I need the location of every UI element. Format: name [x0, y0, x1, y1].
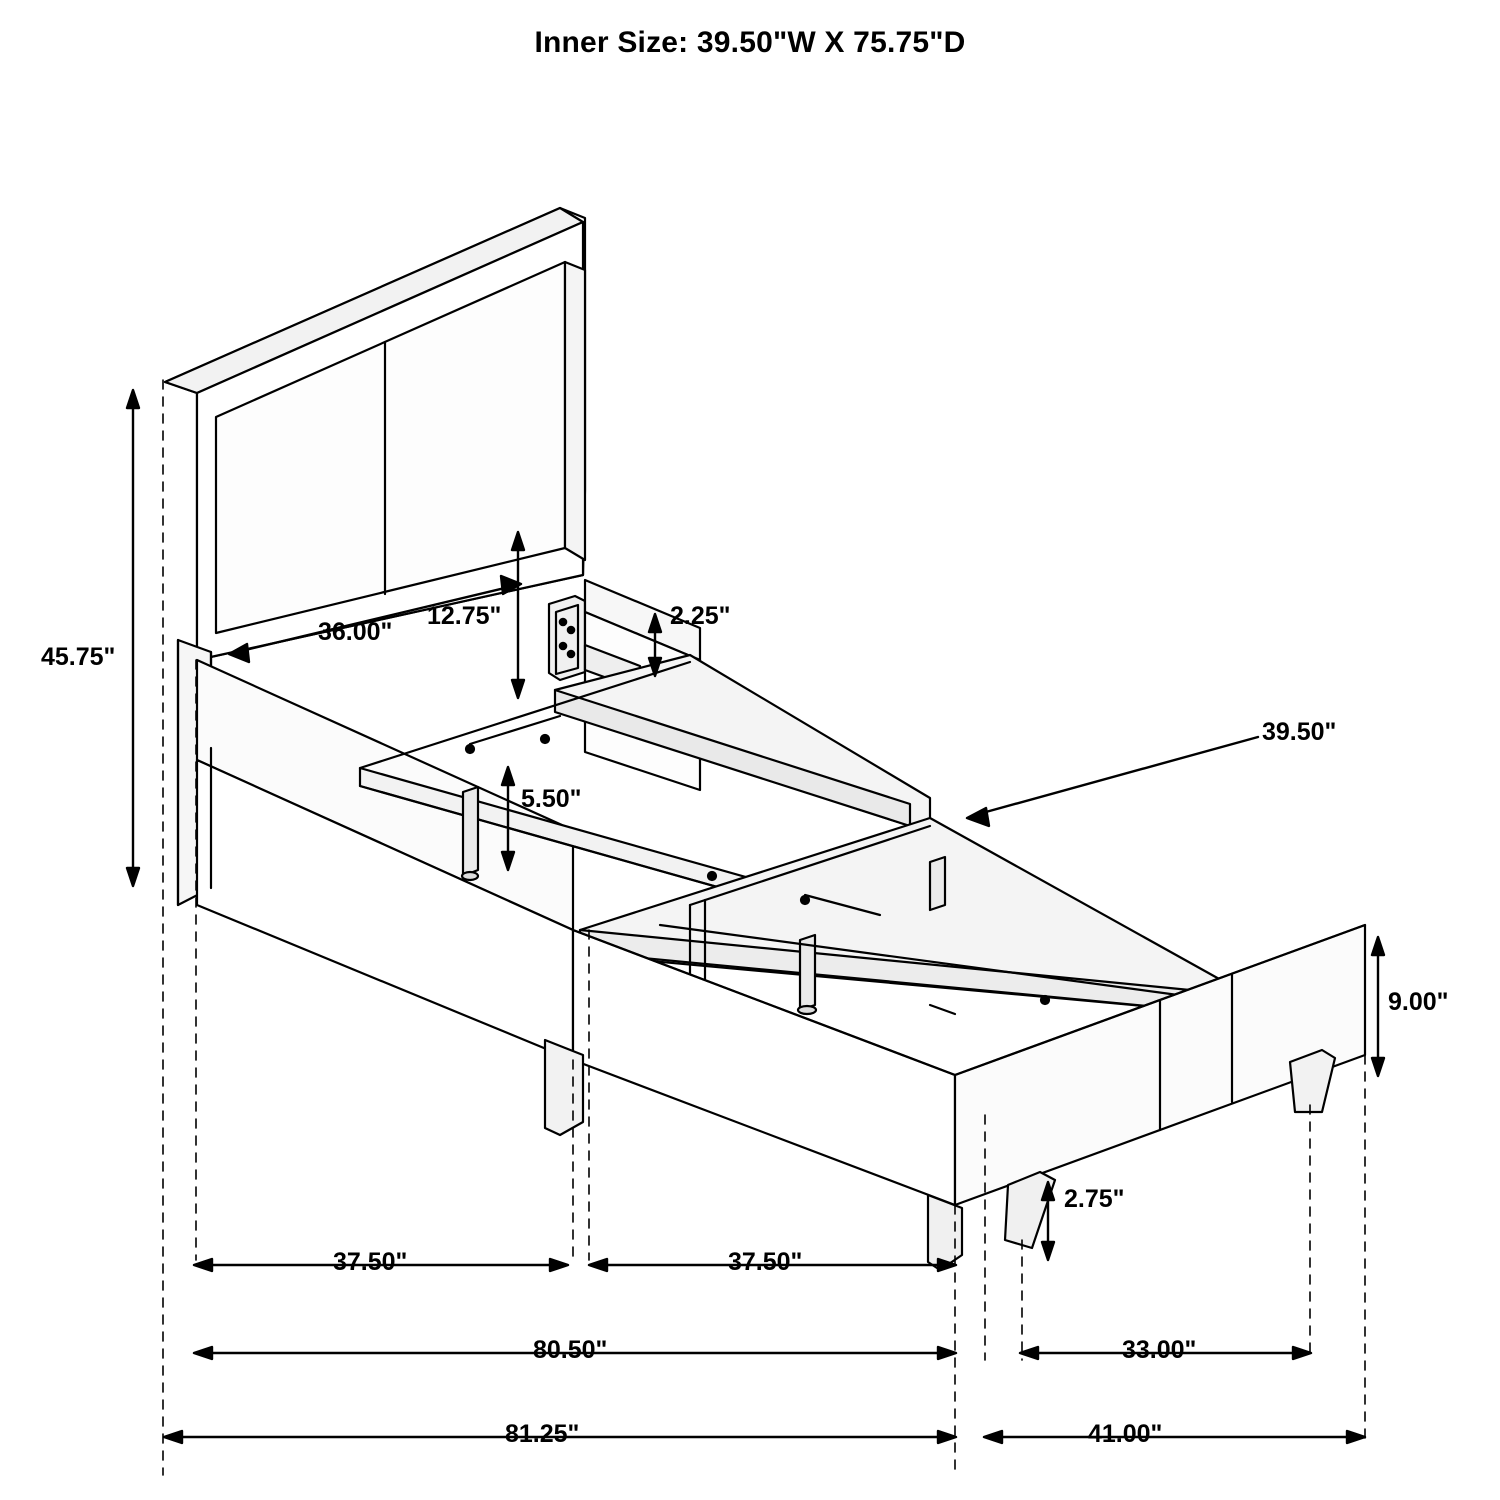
- dim-label-footboard-width: 33.00": [1122, 1336, 1197, 1364]
- left-side-rail: [197, 660, 573, 1060]
- dim-label-headboard-panel-height: 12.75": [427, 602, 502, 630]
- dim-label-inner-length: 80.50": [533, 1336, 608, 1364]
- dim-label-side-rail-height: 9.00": [1388, 988, 1449, 1016]
- dim-label-overall-length: 81.25": [505, 1420, 580, 1448]
- dim-label-overall-width: 41.00": [1088, 1420, 1163, 1448]
- dim-label-headboard-height: 45.75": [41, 643, 116, 671]
- dim-label-inner-width: 39.50": [1262, 718, 1337, 746]
- dim-label-span-left: 37.50": [333, 1248, 408, 1276]
- dim-label-slat-leg-height: 5.50": [521, 785, 582, 813]
- rail-bracket: [549, 596, 585, 680]
- dim-label-span-right: 37.50": [728, 1248, 803, 1276]
- dim-label-rail-top-thickness: 2.25": [670, 602, 731, 630]
- dim-label-foot-leg-height: 2.75": [1064, 1185, 1125, 1213]
- page-title: Inner Size: 39.50"W X 75.75"D: [534, 26, 966, 59]
- dim-label-headboard-panel-width: 36.00": [318, 618, 393, 646]
